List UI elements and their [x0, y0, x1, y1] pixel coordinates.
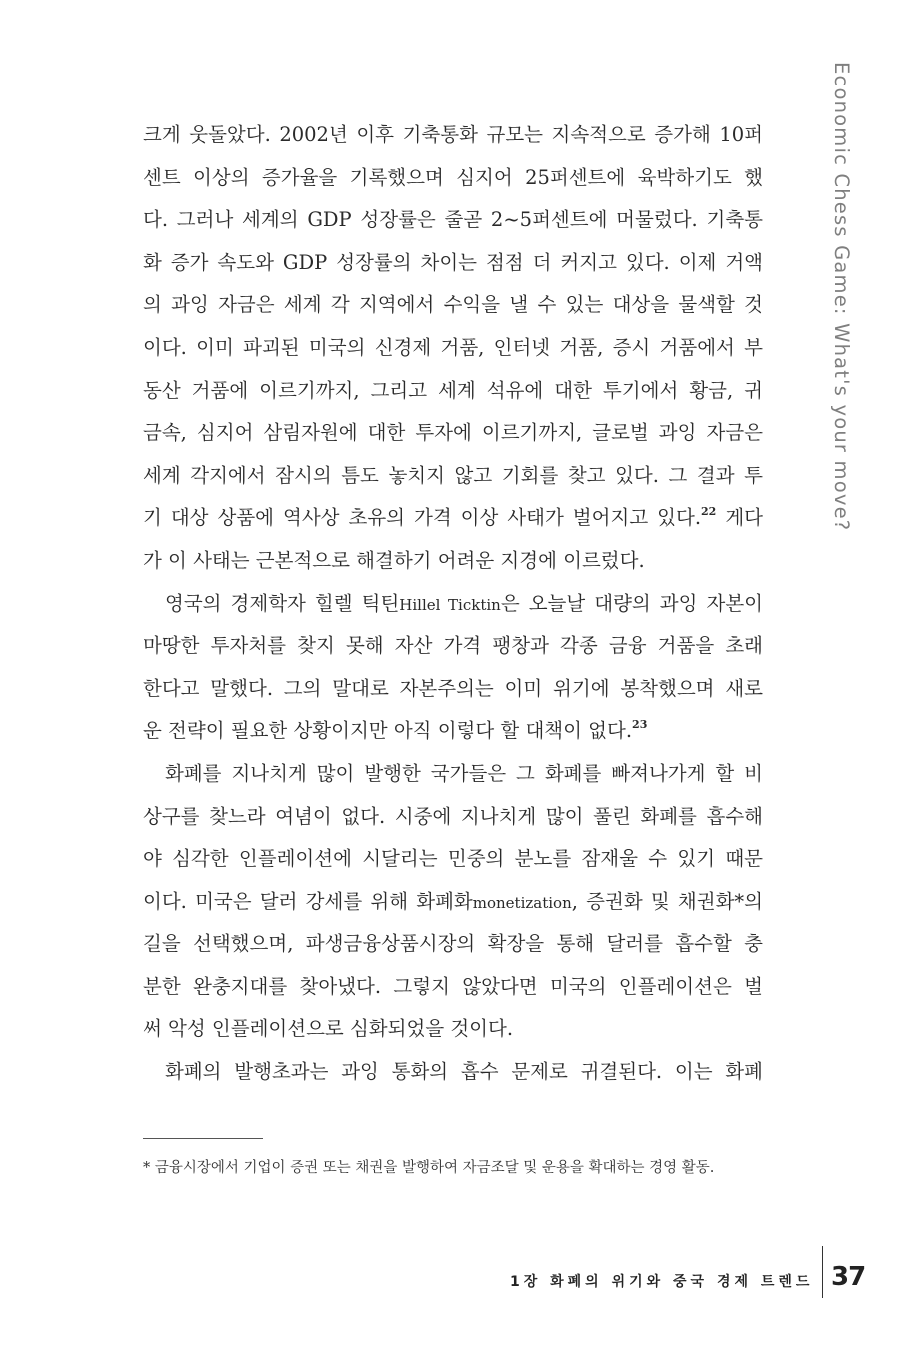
latin-term: monetization	[472, 893, 572, 912]
text-line: 써 악성 인플레이션으로 심화되었을 것이다.	[143, 1017, 514, 1041]
running-title: Economic Chess Game: What's your move?	[830, 62, 853, 532]
text-line	[143, 881, 763, 924]
text-line: 이다. 이미 파괴된 미국의 신경제 거품, 인터넷 거품, 증시 거품에서 부	[143, 335, 763, 359]
text-segment: 운 전략이 필요한 상황이지만 아직 이렇다 할 대책이 없다.	[143, 719, 633, 743]
text-line: 가 이 사태는 근본적으로 해결하기 어려운 지경에 이르렀다.	[143, 548, 645, 572]
text-line: 화폐의 발행초과는 과잉 통화의 흡수 문제로 귀결된다. 이는 화폐	[165, 1060, 763, 1084]
text-line: 세계 각지에서 잠시의 틈도 놓치지 않고 기회를 찾고 있다. 그 결과 투	[143, 463, 763, 487]
text-line: 야 심각한 인플레이션에 시달리는 민중의 분노를 잠재울 수 있기 때문	[143, 847, 763, 871]
text-line: 금속, 심지어 삼림자원에 대한 투자에 이르기까지, 글로벌 과잉 자금은	[143, 421, 763, 445]
text-line: 상구를 찾느라 여념이 없다. 시중에 지나치게 많이 풀린 화폐를 흡수해	[143, 804, 763, 828]
footnote-ref-23[interactable]: 23	[632, 718, 648, 732]
text-line: 길을 선택했으며, 파생금융상품시장의 확장을 통해 달러를 흡수할 충	[143, 932, 763, 956]
footer-divider	[822, 1246, 823, 1298]
text-line: 분한 완충지대를 찾아냈다. 그렇지 않았다면 미국의 인플레이션은 벌	[143, 974, 763, 998]
text-line: 의 과잉 자금은 세계 각 지역에서 수익을 낼 수 있는 대상을 물색할 것	[143, 293, 763, 317]
text-segment: 게다	[716, 506, 763, 530]
text-segment: 영국의 경제학자 힐렐 틱틴	[165, 591, 400, 615]
text-line: 동산 거품에 이르기까지, 그리고 세계 석유에 대한 투기에서 황금, 귀	[143, 378, 763, 402]
text-segment: 이다. 미국은 달러 강세를 위해 화폐화	[143, 889, 473, 913]
text-line	[143, 710, 763, 753]
page-number: 37	[831, 1262, 866, 1292]
text-line: 센트 이상의 증가율을 기록했으며 심지어 25퍼센트에 육박하기도 했	[143, 165, 763, 189]
text-line: 크게 웃돌았다. 2002년 이후 기축통화 규모는 지속적으로 증가해 10퍼	[143, 123, 763, 146]
text-line	[143, 583, 763, 626]
text-line: 마땅한 투자처를 찾지 못해 자산 가격 팽창과 각종 금융 거품을 초래	[143, 634, 763, 658]
text-segment: , 증권화 및 채권화*의	[571, 889, 763, 913]
footnote-divider	[143, 1138, 263, 1139]
text-line	[143, 497, 763, 540]
body-text	[143, 114, 763, 1094]
text-line: 화 증가 속도와 GDP 성장률의 차이는 점점 더 커지고 있다. 이제 거액	[143, 250, 763, 274]
latin-name: Hillel Ticktin	[399, 595, 501, 614]
text-line: 한다고 말했다. 그의 말대로 자본주의는 이미 위기에 봉착했으며 새로	[143, 676, 763, 700]
text-line: 다. 그러나 세계의 GDP 성장률은 줄곧 2~5퍼센트에 머물렀다. 기축통	[143, 208, 763, 232]
footnote-ref-22[interactable]: 22	[701, 505, 717, 519]
text-line: 화폐를 지나치게 많이 발행한 국가들은 그 화폐를 빠져나가게 할 비	[165, 761, 763, 785]
footnote: * 금융시장에서 기업이 증권 또는 채권을 발행하여 자금조달 및 운용을 확대하는 경영 활동.	[143, 1160, 715, 1176]
text-segment: 기 대상 상품에 역사상 초유의 가격 이상 사태가 벌어지고 있다.	[143, 506, 702, 530]
chapter-title: 1장 화폐의 위기와 중국 경제 트렌드	[510, 1274, 814, 1290]
text-segment: 은 오늘날 대량의 과잉 자본이	[500, 591, 763, 615]
